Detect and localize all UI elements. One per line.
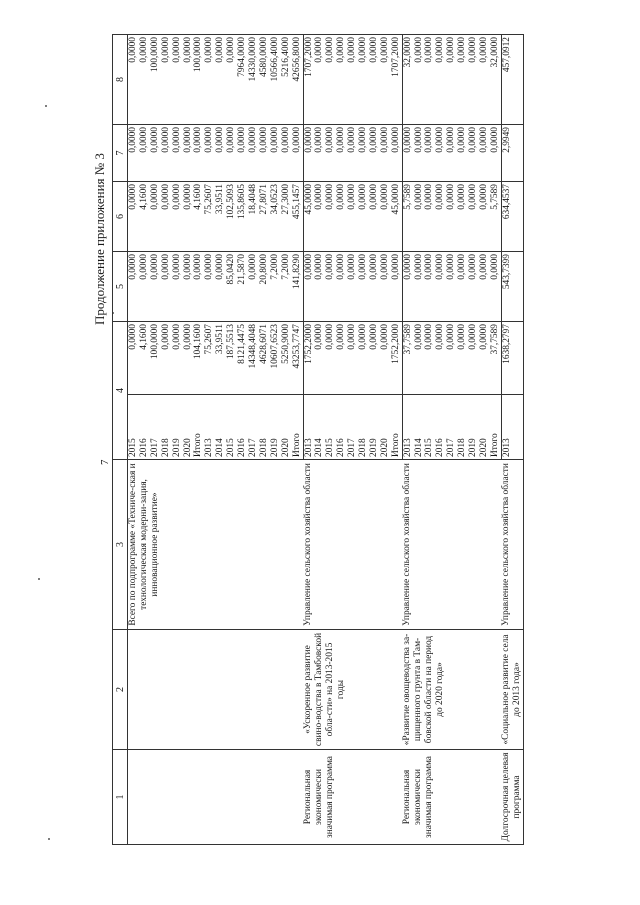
year-cell: 2015 [226,395,237,460]
value-cell: 0,0000 [183,125,194,182]
value-cell: 0,0000 [414,182,425,252]
annex-label: Продолжение приложения № 3 [92,153,107,325]
value-cell: 0,0000 [446,182,457,252]
value-cell: 0,0000 [414,125,425,182]
value-cell: 0,0000 [347,125,358,182]
value-cell: 0,0000 [424,182,435,252]
year-cell: 2017 [347,395,358,460]
value-cell: 0,0000 [391,125,402,182]
value-cell: 0,0000 [336,252,347,322]
value-cell: 0,0000 [369,322,380,395]
value-cell: 187,5513 [226,322,237,395]
value-cell: 0,0000 [303,125,314,182]
year-cell: 2019 [172,395,183,460]
value-cell: 0,0000 [226,125,237,182]
value-cell: 0,0000 [336,125,347,182]
value-cell: 0,0000 [161,252,172,322]
value-cell: 0,0000 [215,252,226,322]
year-cell: 2013 [204,395,215,460]
year-cell: 2018 [259,395,270,460]
value-cell: 102,5093 [226,182,237,252]
value-cell: 104,1600 [193,322,204,395]
value-cell: 10566,4000 [270,35,281,125]
value-cell: 0,0000 [358,35,369,125]
column-header: 4 [113,322,128,460]
value-cell: 0,0000 [183,182,194,252]
value-cell: 0,0000 [369,182,380,252]
value-cell: 0,0000 [380,35,391,125]
value-cell: 0,0000 [150,252,161,322]
value-cell: 0,0000 [172,125,183,182]
value-cell: 0,0000 [161,322,172,395]
program-name-cell: «Развитие овощеводства за-щищенного грунта в Там-бовской области на период до 2020 года» [402,630,501,750]
value-cell: 0,0000 [325,322,336,395]
value-cell: 455,1457 [292,182,303,252]
table-row [303,35,314,845]
program-type-cell: Региональная экономически значимая программа [303,750,402,845]
column-number-row [113,35,128,845]
value-cell: 85,0420 [226,252,237,322]
value-cell: 7,2000 [270,252,281,322]
value-cell: 0,0000 [161,35,172,125]
value-cell: 4,1600 [139,322,150,395]
value-cell: 45,0000 [391,182,402,252]
year-cell: Итого [391,395,402,460]
value-cell: 0,0000 [414,35,425,125]
value-cell: 0,0000 [457,322,468,395]
value-cell: 0,0000 [336,35,347,125]
value-cell: 0,0000 [193,125,204,182]
value-cell: 5250,9000 [281,322,292,395]
year-cell: 2019 [468,395,479,460]
value-cell: 0,0000 [128,125,139,182]
value-cell: 0,0000 [369,252,380,322]
value-cell: 75,2607 [204,182,215,252]
value-cell: 100,0000 [150,35,161,125]
value-cell: 0,0000 [380,322,391,395]
value-cell: 457,0912 [501,35,523,125]
value-cell: 10607,6523 [270,322,281,395]
value-cell: 0,0000 [358,322,369,395]
year-cell: 2018 [457,395,468,460]
value-cell: 0,0000 [380,125,391,182]
value-cell: 1752,2000 [391,322,402,395]
value-cell: 0,0000 [172,182,183,252]
value-cell: 4628,6071 [259,322,270,395]
year-cell: 2018 [161,395,172,460]
value-cell: 0,0000 [314,35,325,125]
value-cell: 0,0000 [248,125,259,182]
year-cell: 2016 [237,395,248,460]
value-cell: 0,0000 [325,252,336,322]
value-cell: 20,8000 [259,252,270,322]
value-cell: 0,0000 [468,125,479,182]
year-cell: 2020 [281,395,292,460]
value-cell: 0,0000 [314,322,325,395]
year-cell: 2015 [424,395,435,460]
year-cell: 2016 [139,395,150,460]
value-cell: 0,0000 [479,322,490,395]
year-cell: 2013 [402,395,413,460]
program-name-cell [128,630,304,750]
program-type-cell: Долгосрочная целевая программа [501,750,523,845]
value-cell: 0,0000 [468,35,479,125]
value-cell: 0,0000 [358,125,369,182]
value-cell: 0,0000 [414,252,425,322]
year-cell: 2020 [479,395,490,460]
value-cell: 0,0000 [380,182,391,252]
value-cell: 0,0000 [391,252,402,322]
value-cell: 75,2607 [204,322,215,395]
value-cell: 0,0000 [402,125,413,182]
value-cell: 27,3000 [281,182,292,252]
value-cell: 1707,2000 [303,35,314,125]
value-cell: 0,0000 [347,35,358,125]
year-cell: Итого [292,395,303,460]
value-cell: 5,7589 [490,182,501,252]
value-cell: 0,0000 [358,182,369,252]
value-cell: 0,0000 [172,35,183,125]
value-cell: 33,9511 [215,322,226,395]
value-cell: 0,0000 [380,252,391,322]
value-cell: 0,0000 [347,252,358,322]
value-cell: 0,0000 [490,252,501,322]
year-cell: Итого [490,395,501,460]
value-cell: 4,1600 [193,182,204,252]
value-cell: 0,0000 [424,322,435,395]
value-cell: 0,0000 [325,125,336,182]
value-cell: 0,0000 [468,182,479,252]
value-cell: 0,0000 [161,125,172,182]
value-cell: 0,0000 [128,182,139,252]
year-cell: 2015 [325,395,336,460]
value-cell: 543,7399 [501,252,523,322]
value-cell: 21,5870 [237,252,248,322]
year-cell: 2019 [270,395,281,460]
value-cell: 0,0000 [446,125,457,182]
value-cell: 0,0000 [281,125,292,182]
value-cell: 4580,0000 [259,35,270,125]
page-number: 7 [99,459,111,465]
value-cell: 0,0000 [237,125,248,182]
executor-cell: Управление сельского хозяйства области [402,460,501,630]
table-row [402,35,413,845]
rotated-sheet [90,35,630,845]
value-cell: 0,0000 [424,252,435,322]
value-cell: 0,0000 [204,125,215,182]
year-cell: 2013 [501,395,523,460]
value-cell: 0,0000 [479,182,490,252]
value-cell: 0,0000 [150,125,161,182]
year-cell: 2017 [446,395,457,460]
program-name-cell: «Ускоренное развитие свино-водства в Тамбовской обла-сти» на 2013-2015 годы [303,630,402,750]
value-cell: 135,8605 [237,182,248,252]
value-cell: 0,0000 [435,35,446,125]
value-cell: 2,9949 [501,125,523,182]
value-cell: 0,0000 [468,252,479,322]
value-cell: 0,0000 [204,252,215,322]
value-cell: 0,0000 [347,182,358,252]
year-cell: 2017 [150,395,161,460]
value-cell: 0,0000 [183,35,194,125]
column-header: 8 [113,35,128,125]
year-cell: 2018 [358,395,369,460]
value-cell: 37,7589 [402,322,413,395]
column-header: 7 [113,125,128,182]
value-cell: 0,0000 [457,182,468,252]
value-cell: 0,0000 [435,252,446,322]
value-cell: 0,0000 [215,35,226,125]
value-cell: 0,0000 [435,125,446,182]
year-cell: 2014 [215,395,226,460]
value-cell: 45,0000 [303,182,314,252]
value-cell: 0,0000 [183,322,194,395]
year-cell: 2017 [248,395,259,460]
value-cell: 8121,4475 [237,322,248,395]
table-body [128,35,524,845]
year-cell: 2013 [303,395,314,460]
value-cell: 0,0000 [325,182,336,252]
value-cell: 0,0000 [336,182,347,252]
program-name-cell: «Социальное развитие села до 2013 года» [501,630,523,750]
value-cell: 5216,4000 [281,35,292,125]
value-cell: 0,0000 [457,125,468,182]
value-cell: 43253,7747 [292,322,303,395]
column-header: 6 [113,182,128,252]
value-cell: 634,4537 [501,182,523,252]
year-cell: 2016 [435,395,446,460]
value-cell: 0,0000 [139,125,150,182]
value-cell: 0,0000 [325,35,336,125]
value-cell: 0,0000 [139,252,150,322]
year-cell: 2014 [414,395,425,460]
column-header: 2 [113,630,128,750]
value-cell: 0,0000 [414,322,425,395]
value-cell: 0,0000 [161,182,172,252]
value-cell: 18,4048 [248,182,259,252]
column-header: 1 [113,750,128,845]
value-cell: 1638,2797 [501,322,523,395]
value-cell: 32,0000 [490,35,501,125]
table-row [128,35,139,845]
value-cell: 0,0000 [479,252,490,322]
value-cell: 0,0000 [369,35,380,125]
value-cell: 0,0000 [150,182,161,252]
value-cell: 0,0000 [183,252,194,322]
value-cell: 0,0000 [128,35,139,125]
value-cell: 0,0000 [172,252,183,322]
value-cell: 4,1600 [139,182,150,252]
value-cell: 0,0000 [204,35,215,125]
value-cell: 0,0000 [128,322,139,395]
value-cell: 1752,2000 [303,322,314,395]
value-cell: 0,0000 [270,125,281,182]
value-cell: 37,7589 [490,322,501,395]
value-cell: 34,0523 [270,182,281,252]
value-cell: 0,0000 [193,252,204,322]
value-cell: 0,0000 [490,125,501,182]
value-cell: 0,0000 [468,322,479,395]
value-cell: 0,0000 [435,322,446,395]
value-cell: 0,0000 [424,125,435,182]
value-cell: 1707,2000 [391,35,402,125]
column-header: 3 [113,460,128,630]
executor-cell: Управление сельского хозяйства области [303,460,402,630]
program-type-cell: Региональная экономически значимая программа [402,750,501,845]
value-cell: 0,0000 [172,322,183,395]
value-cell: 0,0000 [358,252,369,322]
value-cell: 0,0000 [457,252,468,322]
value-cell: 0,0000 [446,252,457,322]
value-cell: 100,0000 [193,35,204,125]
budget-table [112,34,524,845]
value-cell: 0,0000 [248,252,259,322]
value-cell: 0,0000 [139,35,150,125]
year-cell: 2020 [380,395,391,460]
value-cell: 0,0000 [479,35,490,125]
value-cell: 0,0000 [128,252,139,322]
value-cell: 0,0000 [259,125,270,182]
year-cell: 2019 [369,395,380,460]
value-cell: 0,0000 [292,125,303,182]
value-cell: 0,0000 [314,182,325,252]
value-cell: 141,8290 [292,252,303,322]
value-cell: 5,7589 [402,182,413,252]
value-cell: 0,0000 [336,322,347,395]
value-cell: 32,0000 [402,35,413,125]
value-cell: 14330,0000 [248,35,259,125]
executor-cell: Управление сельского хозяйства области [501,460,523,630]
value-cell: 7,2000 [281,252,292,322]
year-cell: Итого [193,395,204,460]
column-header: 5 [113,252,128,322]
value-cell: 0,0000 [446,322,457,395]
value-cell: 0,0000 [226,35,237,125]
value-cell: 0,0000 [435,182,446,252]
year-cell: 2020 [183,395,194,460]
value-cell: 0,0000 [457,35,468,125]
value-cell: 42656,8000 [292,35,303,125]
executor-cell: Всего по подпрограмме «Техниче-ская и технологическая модерни-зация, инновационное развитие» [128,460,304,630]
value-cell: 14348,4048 [248,322,259,395]
value-cell: 7964,0000 [237,35,248,125]
value-cell: 0,0000 [446,35,457,125]
value-cell: 0,0000 [303,252,314,322]
value-cell: 100,0000 [150,322,161,395]
value-cell: 33,9511 [215,182,226,252]
value-cell: 27,8071 [259,182,270,252]
program-type-cell [128,750,304,845]
value-cell: 0,0000 [347,322,358,395]
year-cell: 2015 [128,395,139,460]
value-cell: 0,0000 [424,35,435,125]
value-cell: 0,0000 [369,125,380,182]
value-cell: 0,0000 [479,125,490,182]
value-cell: 0,0000 [314,125,325,182]
year-cell: 2014 [314,395,325,460]
value-cell: 0,0000 [314,252,325,322]
value-cell: 0,0000 [215,125,226,182]
year-cell: 2016 [336,395,347,460]
value-cell: 0,0000 [402,252,413,322]
table-row [501,35,523,845]
